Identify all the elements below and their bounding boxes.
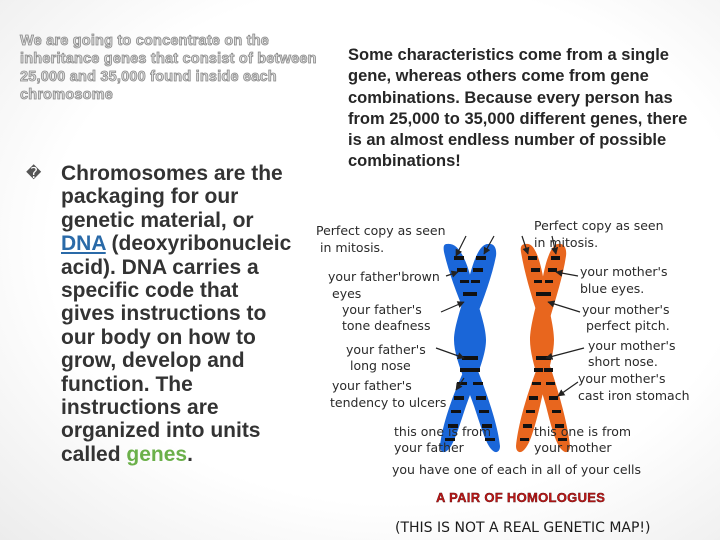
label-short-nose-1: your mother's [588, 338, 676, 353]
label-from-mother-1: this one is from [534, 424, 632, 439]
label-brown-eyes-1: your father'brown [328, 269, 440, 284]
dna-link[interactable]: DNA [61, 232, 106, 256]
label-perfect-copy-left-1: Perfect copy as seen [316, 223, 446, 238]
body-line [61, 443, 331, 466]
label-perfect-copy-right-1: Perfect copy as seen [534, 218, 664, 233]
body-line: our body on how to [61, 325, 256, 349]
genetic-map-note: (THIS IS NOT A REAL GENETIC MAP!) [395, 520, 651, 536]
body-line-text: . [187, 442, 193, 466]
body-line [61, 232, 331, 255]
body-line: genetic material, or [61, 208, 254, 232]
label-long-nose-2: long nose [350, 358, 411, 373]
label-perfect-copy-left-2: in mitosis. [320, 240, 385, 255]
label-tone-deaf-2: tone deafness [342, 318, 431, 333]
body-line: instructions are [61, 396, 219, 420]
body-line: function. The [61, 372, 193, 396]
label-short-nose-2: short nose. [588, 354, 658, 369]
label-from-father-2: your father [394, 440, 464, 455]
body-line: organized into units [61, 419, 261, 443]
slide-title: We are going to concentrate on the inheritance genes that consist of between 25,000 and 35,000 found inside each chromosome [20, 33, 317, 103]
label-pitch-2: perfect pitch. [586, 318, 670, 333]
label-tone-deaf-1: your father's [342, 302, 422, 317]
body-line: gives instructions to [61, 302, 267, 326]
bullet-icon: � [26, 164, 42, 182]
label-perfect-copy-right-2: in mitosis. [534, 235, 599, 250]
body-line: grow, develop and [61, 349, 245, 373]
mother-chromosome [516, 244, 570, 452]
label-one-of-each: you have one of each in all of your cells [392, 462, 642, 477]
label-stomach-2: cast iron stomach [578, 388, 690, 403]
body-line: acid). DNA carries a [61, 255, 259, 279]
body-line: Chromosomes are the [61, 162, 283, 185]
label-ulcers-1: your father's [332, 378, 412, 393]
genes-link[interactable]: genes [126, 442, 188, 466]
label-stomach-1: your mother's [578, 371, 666, 386]
label-brown-eyes-2: eyes [332, 286, 362, 301]
label-from-mother-2: your mother [534, 440, 612, 455]
label-pitch-1: your mother's [582, 302, 670, 317]
homologue-heading: A PAIR OF HOMOLOGUES [436, 490, 606, 505]
label-blue-eyes-1: your mother's [580, 264, 668, 279]
body-line-text: (deoxyribonucleic [105, 232, 292, 256]
body-line: specific code that [61, 279, 239, 303]
chromosome-description [61, 162, 331, 466]
label-from-father-1: this one is from [394, 424, 492, 439]
characteristics-text: Some characteristics come from a single gene, whereas others come from gene combinations. Because every person has from 25,000 to 35,000 different genes, there is an almost endless number of possible combinations! [348, 46, 688, 171]
label-long-nose-1: your father's [346, 342, 426, 357]
body-line-text: called [61, 442, 127, 466]
label-blue-eyes-2: blue eyes. [580, 281, 645, 296]
label-ulcers-2: tendency to ulcers [330, 395, 447, 410]
body-line: packaging for our [61, 185, 239, 209]
